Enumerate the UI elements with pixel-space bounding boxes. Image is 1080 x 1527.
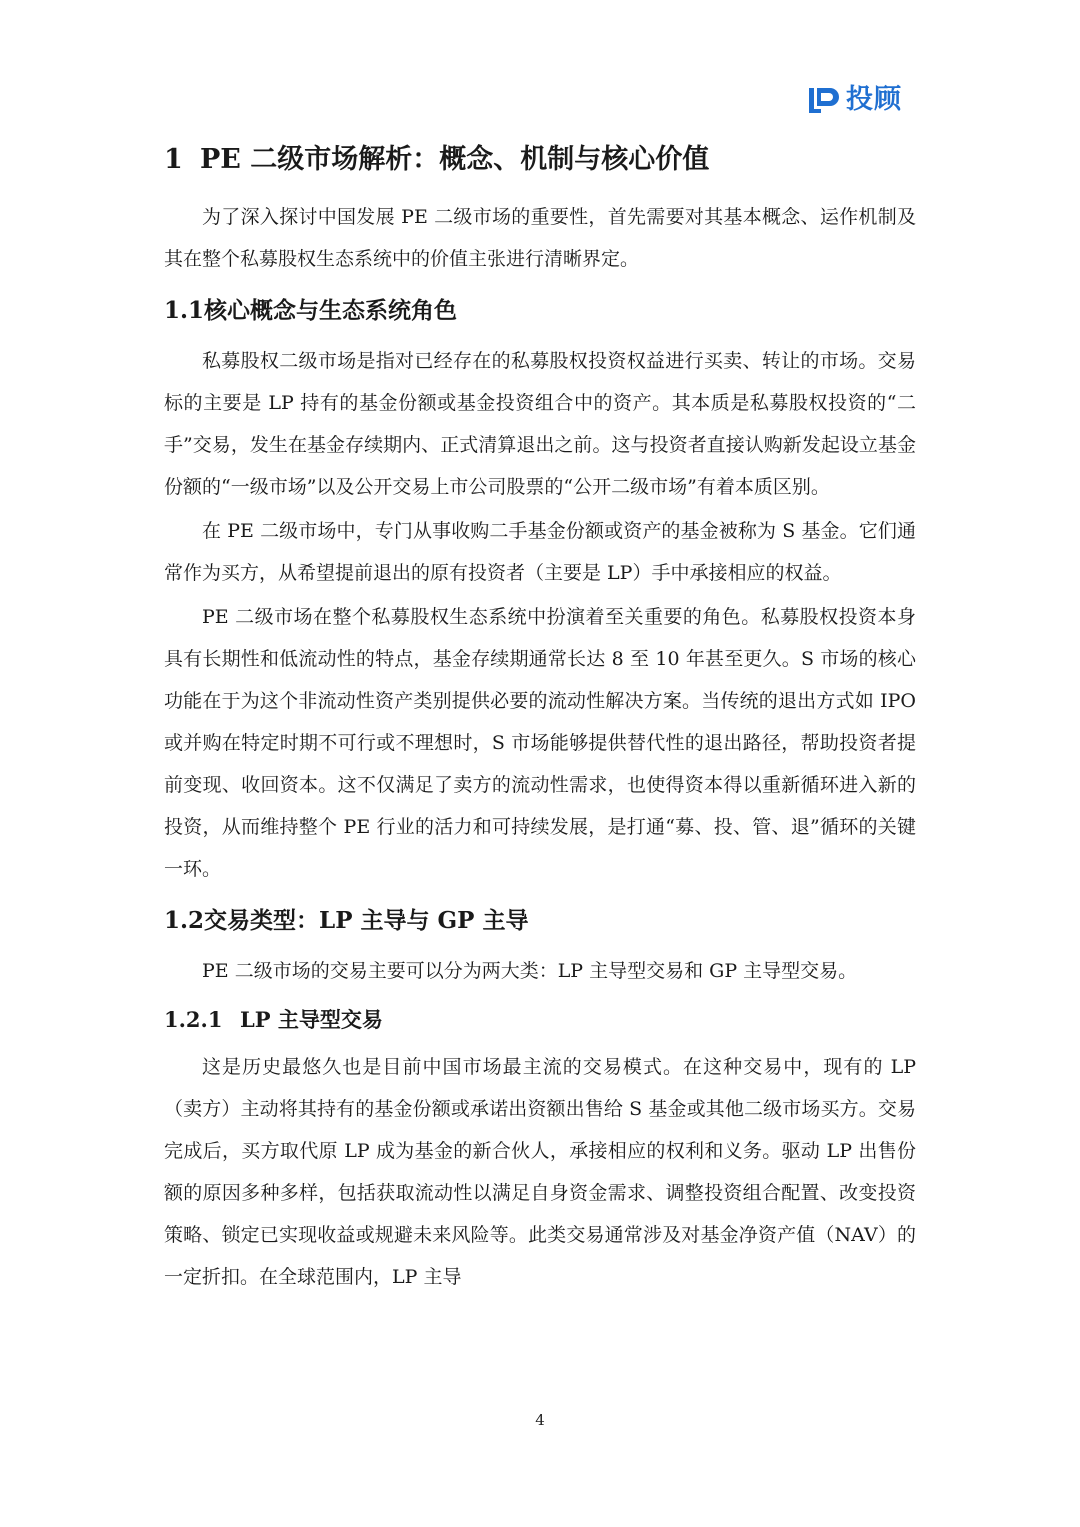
section-number: 1 [164,144,183,175]
logo-mark-icon [808,85,842,115]
paragraph: 这是历史最悠久也是目前中国市场最主流的交易模式。在这种交易中，现有的 LP（卖方）主动将其持有的基金份额或承诺出资额出售给 S 基金或其他二级市场买方。交易完成后，买方取代原 LP 成为基金的新合伙人，承接相应的权利和义务。驱动 LP 出售份额的原因多种多样，包括获取流动性以满足自身资金需求、调整投资组合配置、改变投资策略、锁定已实现收益或规避未来风险等。此类交易通常涉及对基金净资产值（NAV）的一定折扣。在全球范围内，LP 主导 [164,1056,916,1288]
paragraph: PE 二级市场的交易主要可以分为两大类：LP 主导型交易和 GP 主导型交易。 [202,960,858,982]
subsection-heading-1-1 [164,292,916,330]
paragraph: PE 二级市场在整个私募股权生态系统中扮演着至关重要的角色。私募股权投资本身具有长期性和低流动性的特点，基金存续期通常长达 8 至 10 年甚至更久。S 市场的核心功能在于为这个非流动性资产类别提供必要的流动性解决方案。当传统的退出方式如 IPO 或并购在特定时期不可行或不理想时，S 市场能够提供替代性的退出路径，帮助投资者提前变现、收回资本。这不仅满足了卖方的流动性需求，也使得资本得以重新循环进入新的投资，从而维持整个 PE 行业的活力和可持续发展，是打通“募、投、管、退”循环的关键一环。 [164,606,916,880]
document-body [164,138,916,1300]
brand-logo [808,82,902,118]
subsection-title: 核心概念与生态系统角色 [204,297,458,324]
subsection-heading-1-2 [164,902,916,940]
subsection-number: 1.1 [164,297,205,324]
paragraph: 私募股权二级市场是指对已经存在的私募股权投资权益进行买卖、转让的市场。交易标的主要是 LP 持有的基金份额或基金投资组合中的资产。其本质是私募股权投资的“二手”交易，发生在基金存续期内、正式清算退出之前。这与投资者直接认购新发起设立基金份额的“一级市场”以及公开交易上市公司股票的“公开二级市场”有着本质区别。 [164,350,916,498]
subsection-title: LP 主导型交易 [240,1007,383,1032]
section-intro-paragraph: 为了深入探讨中国发展 PE 二级市场的重要性，首先需要对其基本概念、运作机制及其在整个私募股权生态系统中的价值主张进行清晰界定。 [164,206,916,270]
section-heading [164,138,916,182]
logo-text: 投顾 [846,84,902,115]
subsection-title: 交易类型：LP 主导与 GP 主导 [204,907,529,934]
paragraph: 在 PE 二级市场中，专门从事收购二手基金份额或资产的基金被称为 S 基金。它们通常作为买方，从希望提前退出的原有投资者（主要是 LP）手中承接相应的权益。 [164,520,916,584]
subsection-number: 1.2.1 [164,1007,223,1032]
section-title: PE 二级市场解析：概念、机制与核心价值 [200,144,710,175]
subsection-number: 1.2 [164,907,205,934]
subsection-heading-1-2-1 [164,1002,916,1038]
page-number: 4 [535,1411,545,1429]
